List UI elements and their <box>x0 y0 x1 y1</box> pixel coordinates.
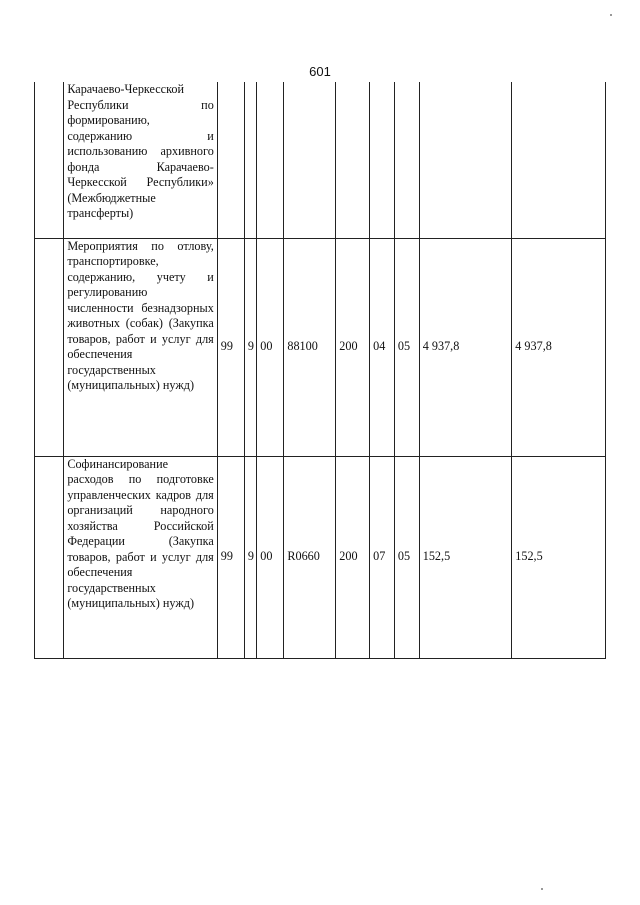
direction-code-cell: R0660 <box>284 456 336 658</box>
description-cell: Мероприятия по отлову, транспортировке, содержанию, учету и регулированию численности безнадзорных животных (собак) (Закупка товаров, работ и услуг для обеспечения государственных (муниципальных) нужд) <box>64 238 217 456</box>
program-code-cell: 99 <box>217 456 244 658</box>
budget-table <box>34 82 606 659</box>
subsection-cell: 05 <box>394 238 419 456</box>
main-event-code-cell: 00 <box>257 456 284 658</box>
amount-cell: 4 937,8 <box>512 238 606 456</box>
subprogram-code-cell: 9 <box>244 456 256 658</box>
table-row <box>35 238 606 456</box>
amount-cell <box>419 82 512 238</box>
row-number-cell <box>35 456 64 658</box>
amount-cell: 4 937,8 <box>419 238 512 456</box>
expense-type-cell: 200 <box>336 456 370 658</box>
direction-code-cell: 88100 <box>284 238 336 456</box>
direction-code-cell <box>284 82 336 238</box>
amount-cell: 152,5 <box>419 456 512 658</box>
table-row <box>35 82 606 238</box>
description-cell: Карачаево-Черкесской Республики по формированию, содержанию и использованию архивного фонда Карачаево-Черкесской Республики» (Межбюджетные трансферты) <box>64 82 217 238</box>
expense-type-cell: 200 <box>336 238 370 456</box>
row-number-cell <box>35 82 64 238</box>
scan-speck <box>610 14 612 16</box>
program-code-cell <box>217 82 244 238</box>
scan-speck <box>541 888 543 890</box>
description-cell: Софинансирование расходов по подготовке управленческих кадров для организаций народного хозяйства Российской Федерации (Закупка товаров, работ и услуг для обеспечения государственных (муниципальных) нужд) <box>64 456 217 658</box>
main-event-code-cell <box>257 82 284 238</box>
section-cell: 07 <box>370 456 395 658</box>
subsection-cell <box>394 82 419 238</box>
page-number: 601 <box>309 64 331 79</box>
program-code-cell: 99 <box>217 238 244 456</box>
section-cell <box>370 82 395 238</box>
expense-type-cell <box>336 82 370 238</box>
amount-cell <box>512 82 606 238</box>
section-cell: 04 <box>370 238 395 456</box>
main-event-code-cell: 00 <box>257 238 284 456</box>
subprogram-code-cell <box>244 82 256 238</box>
table-row <box>35 456 606 658</box>
row-number-cell <box>35 238 64 456</box>
amount-cell: 152,5 <box>512 456 606 658</box>
subprogram-code-cell: 9 <box>244 238 256 456</box>
subsection-cell: 05 <box>394 456 419 658</box>
